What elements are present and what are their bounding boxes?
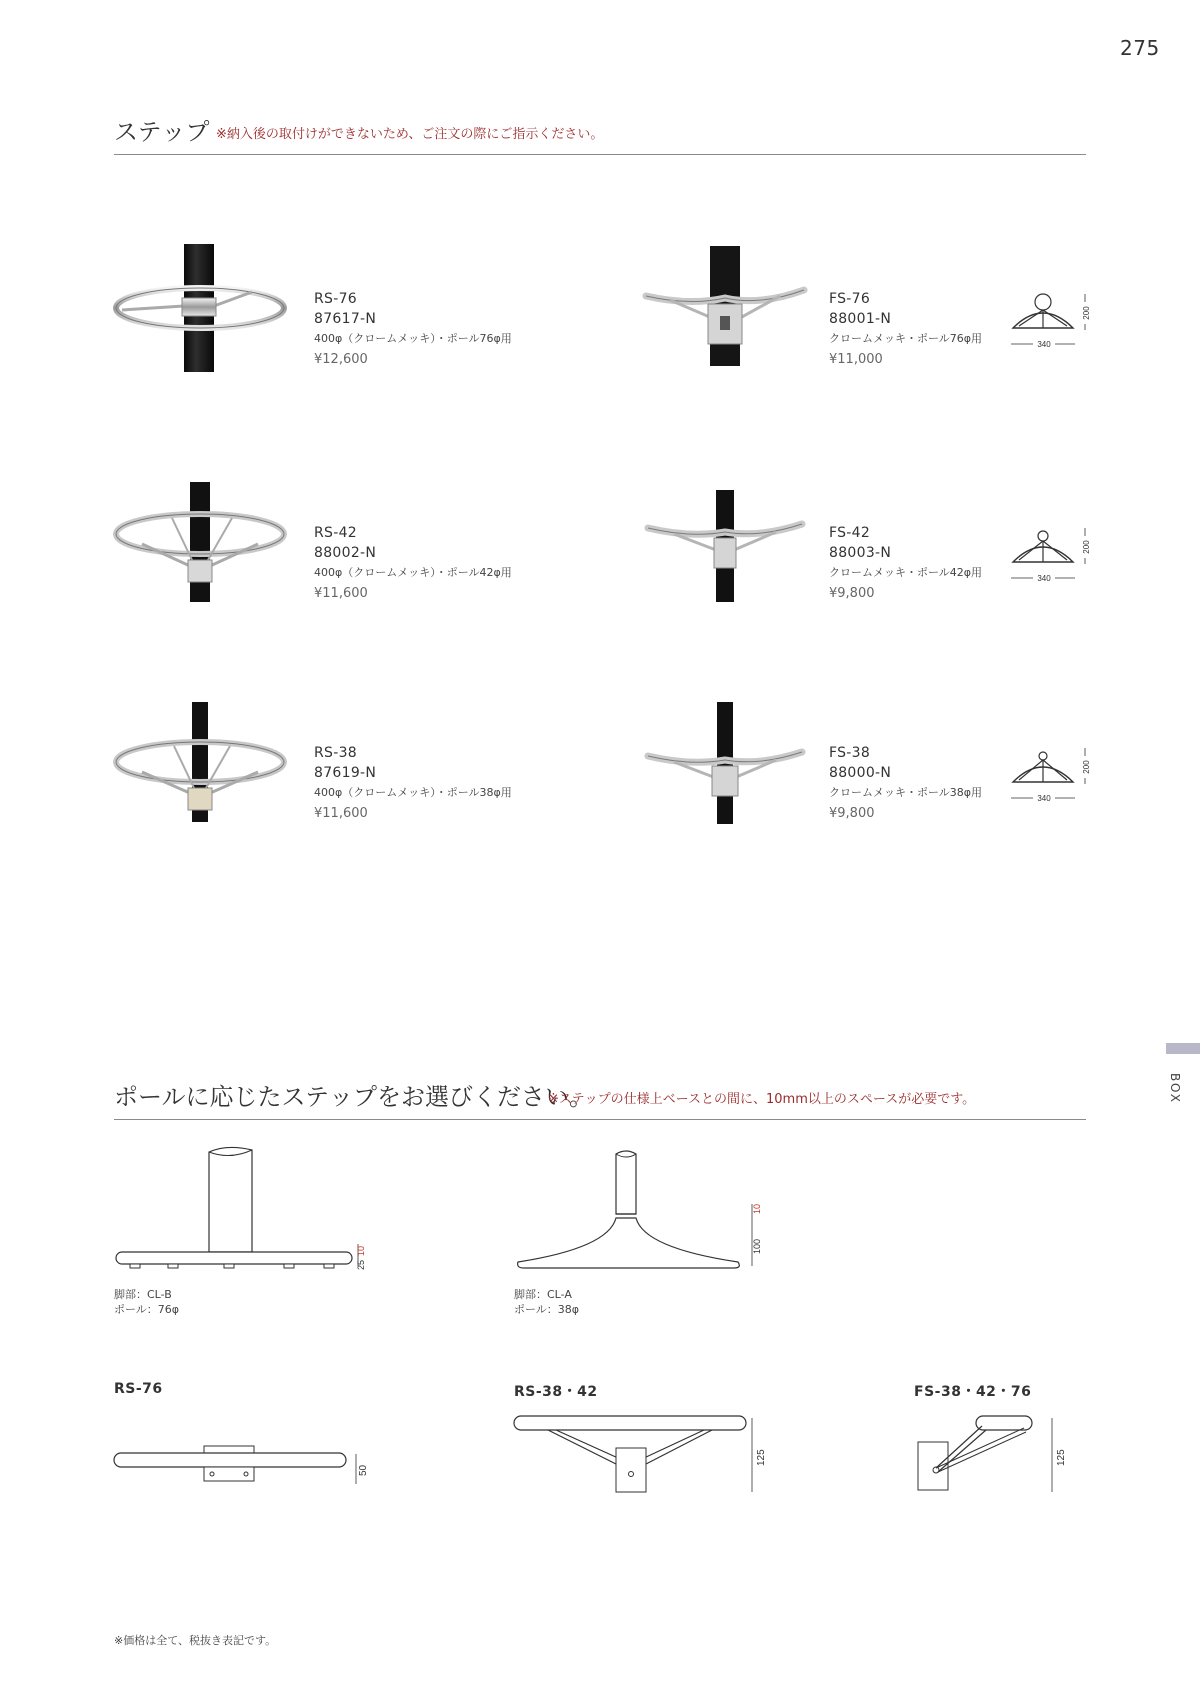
product-rs-42 xyxy=(314,523,614,605)
base-cl-b-diagram xyxy=(112,1140,382,1280)
base-cl-a-pole: ポール：38φ xyxy=(514,1303,580,1316)
dim-height: 125 xyxy=(1056,1449,1067,1466)
product-rs-38 xyxy=(314,743,614,825)
base-cl-a-diagram xyxy=(512,1144,782,1280)
product-photo-fs-38 xyxy=(640,700,810,825)
product-spec: クロームメッキ・ポール42φ用 xyxy=(829,566,983,579)
product-part-number: 88001-N xyxy=(829,311,892,327)
product-price: ¥11,000 xyxy=(829,352,883,367)
product-spec: 400φ（クロームメッキ）・ポール42φ用 xyxy=(314,566,512,579)
section-title-step: ステップ xyxy=(114,118,210,146)
product-code: RS-42 xyxy=(314,525,357,541)
diagram-title-fs-38-42-76: FS-38・42・76 xyxy=(914,1384,1032,1400)
side-label: BOX xyxy=(1168,1073,1182,1104)
product-code: FS-76 xyxy=(829,291,871,307)
product-photo-fs-42 xyxy=(640,488,810,603)
product-code: RS-76 xyxy=(314,291,357,307)
dim-height: 200 xyxy=(1082,540,1091,554)
product-photo-rs-38 xyxy=(112,700,292,825)
fs-42-dimension-diagram xyxy=(1005,524,1097,584)
fs-38-dimension-diagram xyxy=(1005,744,1097,804)
base-cl-a-leg: 脚部：CL-A xyxy=(514,1288,572,1301)
product-part-number: 88003-N xyxy=(829,545,892,561)
divider xyxy=(114,1119,1086,1120)
section-title-choose: ポールに応じたステップをお選びください。 xyxy=(114,1083,594,1111)
fs-side-diagram xyxy=(912,1412,1072,1502)
product-code: FS-42 xyxy=(829,525,871,541)
fs-76-dimension-diagram xyxy=(1005,290,1097,350)
product-photo-rs-42 xyxy=(112,480,292,605)
product-rs-76 xyxy=(314,289,614,371)
dim-height: 200 xyxy=(1082,306,1091,320)
product-price: ¥11,600 xyxy=(314,586,368,601)
product-price: ¥9,800 xyxy=(829,806,875,821)
dim-a: 100 xyxy=(752,1238,762,1254)
product-part-number: 88000-N xyxy=(829,765,892,781)
product-price: ¥11,600 xyxy=(314,806,368,821)
section-note-choose: ※ステップの仕様上ベースとの間に、10mm以上のスペースが必要です。 xyxy=(548,1092,976,1107)
product-spec: クロームメッキ・ポール76φ用 xyxy=(829,332,983,345)
page-number: 275 xyxy=(1120,36,1160,60)
product-code: FS-38 xyxy=(829,745,871,761)
product-spec: クロームメッキ・ポール38φ用 xyxy=(829,786,983,799)
product-spec: 400φ（クロームメッキ）・ポール38φ用 xyxy=(314,786,512,799)
dim-height: 125 xyxy=(756,1449,767,1466)
rs-76-side-diagram xyxy=(112,1440,372,1500)
dim-b: 10 xyxy=(752,1203,762,1214)
dim-width: 340 xyxy=(1037,340,1051,349)
dim-width: 340 xyxy=(1037,794,1051,803)
dim-height: 50 xyxy=(358,1464,369,1476)
product-spec: 400φ（クロームメッキ）・ポール76φ用 xyxy=(314,332,512,345)
diagram-title-rs-38-42: RS-38・42 xyxy=(514,1384,598,1400)
diagram-title-rs-76: RS-76 xyxy=(114,1381,163,1397)
section-note-step: ※納入後の取付けができないため、ご注文の際にご指示ください。 xyxy=(216,127,604,142)
product-part-number: 87619-N xyxy=(314,765,377,781)
dim-width: 340 xyxy=(1037,574,1051,583)
product-part-number: 88002-N xyxy=(314,545,377,561)
footer-note: ※価格は全て、税抜き表記です。 xyxy=(114,1634,277,1647)
base-cl-b-pole: ポール：76φ xyxy=(114,1303,180,1316)
side-tab-marker xyxy=(1166,1043,1200,1054)
product-price: ¥12,600 xyxy=(314,352,368,367)
product-price: ¥9,800 xyxy=(829,586,875,601)
rs-38-42-side-diagram xyxy=(512,1412,772,1502)
base-cl-b-leg: 脚部：CL-B xyxy=(114,1288,172,1301)
dim-a: 25 xyxy=(356,1259,366,1270)
divider xyxy=(114,154,1086,155)
dim-height: 200 xyxy=(1082,760,1091,774)
product-photo-rs-76 xyxy=(112,240,292,375)
product-part-number: 87617-N xyxy=(314,311,377,327)
product-photo-fs-76 xyxy=(640,244,810,369)
dim-b: 10 xyxy=(356,1245,366,1256)
product-code: RS-38 xyxy=(314,745,357,761)
